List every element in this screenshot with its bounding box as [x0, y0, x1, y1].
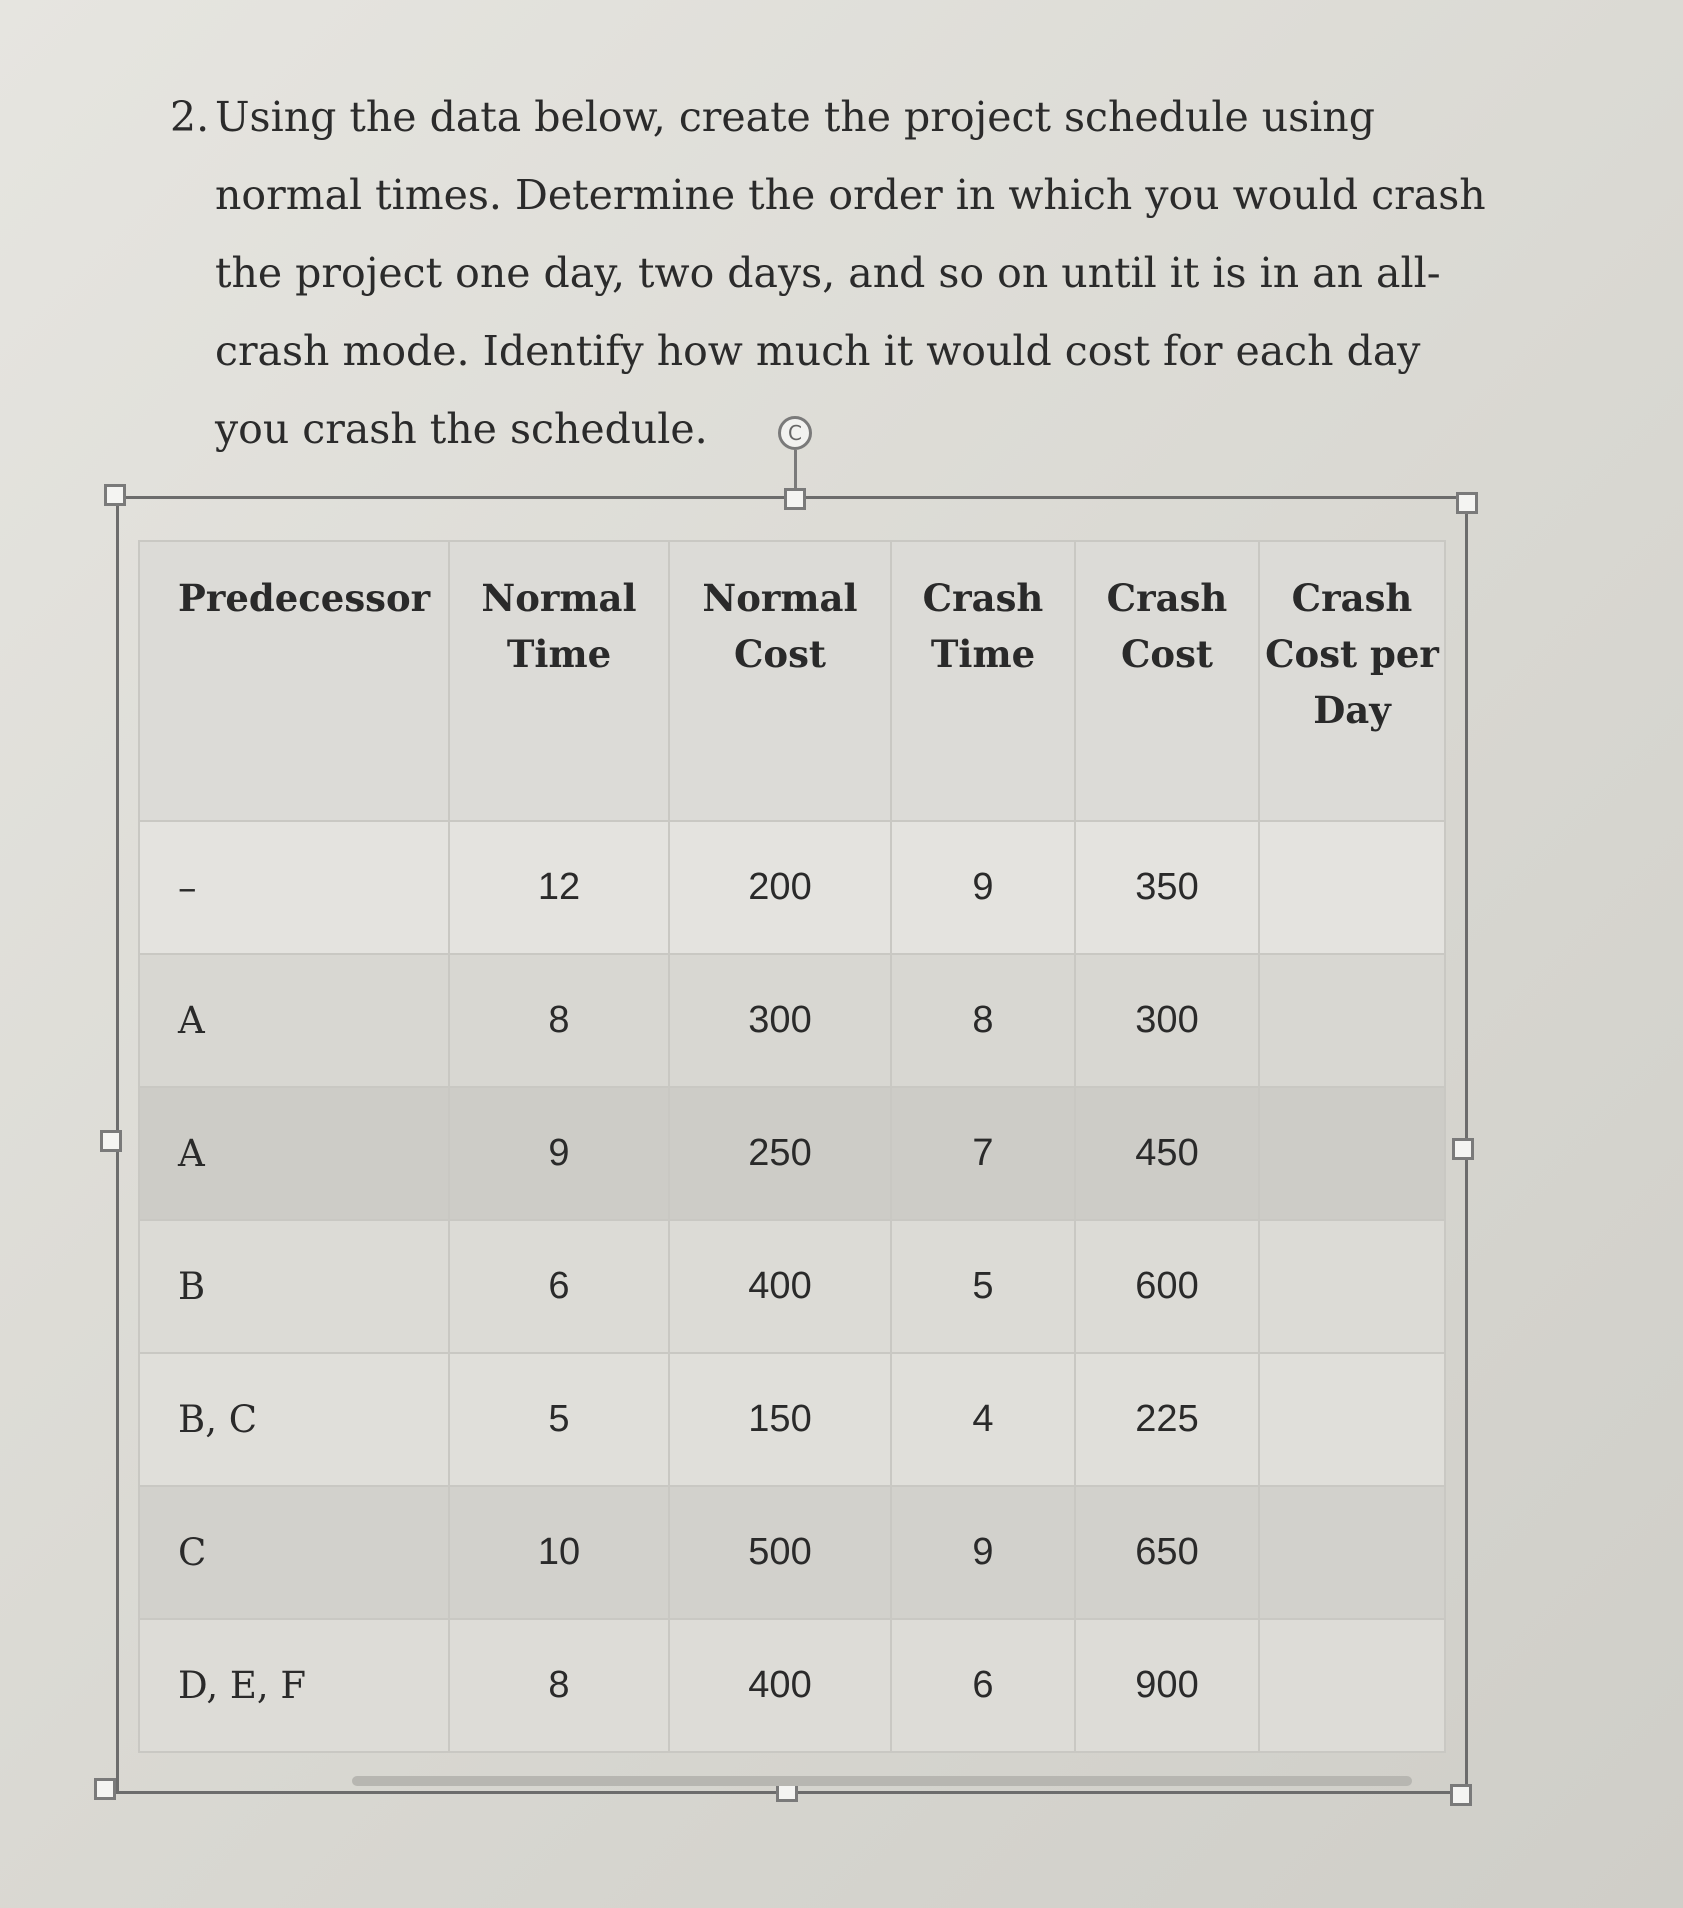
- header-crash-cost: Crash Cost: [1075, 541, 1259, 821]
- cell-crash-time: 4: [891, 1353, 1075, 1486]
- cell-normal-cost: 400: [669, 1220, 891, 1353]
- header-normal-cost: Normal Cost: [669, 541, 891, 821]
- cell-normal-cost: 500: [669, 1486, 891, 1619]
- cell-crash-time: 9: [891, 1486, 1075, 1619]
- resize-handle-top-left[interactable]: [104, 484, 126, 506]
- cell-crash-cost-per-day: [1259, 1087, 1445, 1220]
- cell-crash-cost: 600: [1075, 1220, 1259, 1353]
- cell-normal-cost: 200: [669, 821, 891, 954]
- cell-crash-time: 7: [891, 1087, 1075, 1220]
- header-predecessor: Predecessor: [139, 541, 449, 821]
- crash-data-table: [138, 540, 1446, 1753]
- resize-handle-top-middle[interactable]: [784, 488, 806, 510]
- cell-normal-cost: 150: [669, 1353, 891, 1486]
- resize-handle-bottom-left[interactable]: [94, 1778, 116, 1800]
- cell-predecessor: C: [139, 1486, 449, 1619]
- rotate-handle-icon[interactable]: C: [778, 416, 812, 450]
- table-header-row: [139, 541, 1445, 821]
- cell-crash-cost: 900: [1075, 1619, 1259, 1752]
- cell-crash-cost-per-day: [1259, 954, 1445, 1087]
- header-crash-cost-per-day: Crash Cost per Day: [1259, 541, 1445, 821]
- cell-crash-time: 8: [891, 954, 1075, 1087]
- cell-crash-cost: 350: [1075, 821, 1259, 954]
- cell-crash-time: 9: [891, 821, 1075, 954]
- resize-handle-bottom-right[interactable]: [1450, 1784, 1472, 1806]
- cell-normal-time: 6: [449, 1220, 669, 1353]
- question-line-3: the project one day, two days, and so on until it is in an all-: [215, 249, 1441, 297]
- cell-predecessor: –: [139, 821, 449, 954]
- cell-predecessor: A: [139, 954, 449, 1087]
- cell-crash-cost: 225: [1075, 1353, 1259, 1486]
- question-line-1: Using the data below, create the project schedule using: [215, 93, 1375, 141]
- cell-predecessor: B: [139, 1220, 449, 1353]
- table-row: [139, 1087, 1445, 1220]
- question-line-4: crash mode. Identify how much it would cost for each day: [215, 327, 1421, 375]
- table-row: [139, 1220, 1445, 1353]
- cell-normal-time: 5: [449, 1353, 669, 1486]
- question-text: [170, 78, 1486, 468]
- cell-crash-time: 6: [891, 1619, 1075, 1752]
- cell-crash-cost: 300: [1075, 954, 1259, 1087]
- cell-normal-time: 9: [449, 1087, 669, 1220]
- cell-crash-time: 5: [891, 1220, 1075, 1353]
- cell-normal-cost: 300: [669, 954, 891, 1087]
- question-number: 2.: [170, 93, 210, 141]
- cell-normal-cost: 250: [669, 1087, 891, 1220]
- question-line-2: normal times. Determine the order in which you would crash: [215, 171, 1486, 219]
- cell-normal-time: 8: [449, 1619, 669, 1752]
- cell-crash-cost-per-day: [1259, 1619, 1445, 1752]
- resize-handle-top-right[interactable]: [1456, 492, 1478, 514]
- cell-predecessor: D, E, F: [139, 1619, 449, 1752]
- cell-normal-time: 8: [449, 954, 669, 1087]
- cell-crash-cost-per-day: [1259, 821, 1445, 954]
- cell-crash-cost-per-day: [1259, 1353, 1445, 1486]
- crash-data-table-container: [138, 540, 1444, 1753]
- question-line-5: you crash the schedule.: [215, 405, 708, 453]
- cell-crash-cost: 650: [1075, 1486, 1259, 1619]
- cell-predecessor: B, C: [139, 1353, 449, 1486]
- cell-crash-cost-per-day: [1259, 1220, 1445, 1353]
- header-crash-time: Crash Time: [891, 541, 1075, 821]
- table-row: [139, 821, 1445, 954]
- cell-normal-cost: 400: [669, 1619, 891, 1752]
- table-row: [139, 1486, 1445, 1619]
- table-row: [139, 1619, 1445, 1752]
- table-row: [139, 954, 1445, 1087]
- rotate-handle-stem: [794, 450, 797, 492]
- resize-handle-middle-left[interactable]: [100, 1130, 122, 1152]
- cell-normal-time: 10: [449, 1486, 669, 1619]
- horizontal-scrollbar[interactable]: [352, 1776, 1412, 1786]
- cell-crash-cost: 450: [1075, 1087, 1259, 1220]
- cell-crash-cost-per-day: [1259, 1486, 1445, 1619]
- resize-handle-middle-right[interactable]: [1452, 1138, 1474, 1160]
- table-row: [139, 1353, 1445, 1486]
- header-normal-time: Normal Time: [449, 541, 669, 821]
- cell-predecessor: A: [139, 1087, 449, 1220]
- cell-normal-time: 12: [449, 821, 669, 954]
